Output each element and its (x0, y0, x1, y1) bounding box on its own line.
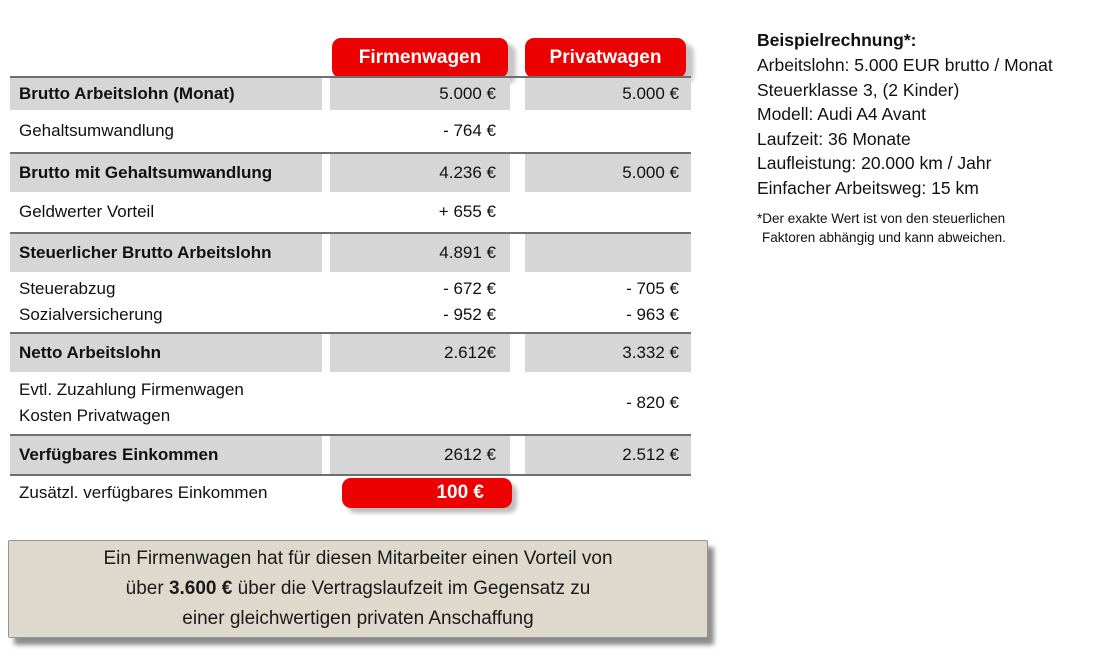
column-gap (322, 272, 330, 332)
table-row (10, 192, 691, 232)
row-label: Verfügbares Einkommen (10, 436, 322, 474)
example-line: Steuerklasse 3, (2 Kinder) (757, 79, 960, 100)
column-gap (322, 436, 330, 474)
column-gap (510, 234, 525, 272)
conclusion-box (8, 540, 708, 638)
column-gap (322, 234, 330, 272)
row-label: Zusätzl. verfügbares Einkommen (19, 483, 268, 502)
example-footnote: *Der exakte Wert ist von den steuerlichen Faktoren abhängig und kann abweichen. (757, 211, 1006, 245)
row-label: Steuerabzug Sozialversicherung (19, 279, 163, 324)
example-line: Arbeitslohn: 5.000 EUR brutto / Monat (757, 55, 1053, 75)
example-line: Modell: Audi A4 Avant (757, 104, 926, 124)
conclusion-line: über 3.600 € über die Vertragslaufzeit im Gegensatz zu (125, 578, 591, 599)
table-row (10, 232, 691, 272)
column-gap (510, 334, 525, 372)
column-gap (510, 110, 525, 152)
table-rows (10, 76, 691, 510)
value-privatwagen (525, 192, 691, 232)
column-gap (510, 272, 525, 332)
column-gap (510, 78, 525, 110)
value-firmenwagen: 2612 € (330, 436, 510, 474)
column-header-firmenwagen[interactable]: Firmenwagen (332, 38, 508, 78)
table-row (10, 474, 691, 510)
table-row (10, 372, 691, 434)
value-firmenwagen: 5.000 € (330, 78, 510, 110)
value-privatwagen: 5.000 € (525, 78, 691, 110)
column-gap (322, 192, 330, 232)
column-gap (510, 154, 525, 192)
value-privatwagen (525, 110, 691, 152)
value-privatwagen: 2.512 € (525, 436, 691, 474)
table-row (10, 110, 691, 152)
value-firmenwagen (330, 372, 510, 434)
table-row (10, 434, 691, 474)
column-gap (322, 78, 330, 110)
value-firmenwagen: 4.236 € (330, 154, 510, 192)
value-privatwagen: 5.000 € (525, 154, 691, 192)
value-privatwagen: 3.332 € (525, 334, 691, 372)
highlight-value-badge: 100 € (342, 478, 512, 508)
table-row (10, 272, 691, 332)
column-gap (322, 154, 330, 192)
value-firmenwagen: - 764 € (443, 121, 496, 140)
conclusion-line: einer gleichwertigen privaten Anschaffung (182, 608, 534, 629)
value-firmenwagen: 4.891 € (330, 234, 510, 272)
value-firmenwagen: + 655 € (438, 202, 496, 221)
column-gap (510, 372, 525, 434)
value-privatwagen: - 820 € (626, 393, 679, 412)
column-header-privatwagen[interactable]: Privatwagen (525, 38, 686, 78)
row-label: Brutto mit Gehaltsumwandlung (10, 154, 322, 192)
row-label: Steuerlicher Brutto Arbeitslohn (10, 234, 322, 272)
column-gap (510, 436, 525, 474)
column-gap (322, 110, 330, 152)
value-firmenwagen: - 672 € - 952 € (443, 279, 496, 324)
table-row (10, 76, 691, 110)
row-label: Evtl. Zuzahlung Firmenwagen Kosten Privatwagen (19, 380, 244, 425)
row-label: Netto Arbeitslohn (10, 334, 322, 372)
row-label: Gehaltsumwandlung (19, 121, 174, 140)
example-calculation-panel (757, 28, 1111, 247)
row-label: Geldwerter Vorteil (19, 202, 155, 221)
table-row (10, 332, 691, 372)
example-title: Beispielrechnung*: (757, 30, 917, 50)
comparison-table (10, 38, 691, 510)
example-line: Einfacher Arbeitsweg: 15 km (757, 177, 979, 198)
column-gap (322, 334, 330, 372)
example-line: Laufleistung: 20.000 km / Jahr (757, 153, 992, 173)
column-gap (510, 192, 525, 232)
conclusion-line: Ein Firmenwagen hat für diesen Mitarbeiter einen Vorteil von (103, 548, 613, 569)
value-privatwagen (525, 234, 691, 272)
row-label: Brutto Arbeitslohn (Monat) (10, 78, 322, 110)
table-row (10, 152, 691, 192)
column-gap (322, 372, 330, 434)
example-line: Laufzeit: 36 Monate (757, 128, 911, 149)
value-privatwagen: - 705 € - 963 € (626, 279, 679, 324)
value-firmenwagen: 2.612€ (330, 334, 510, 372)
